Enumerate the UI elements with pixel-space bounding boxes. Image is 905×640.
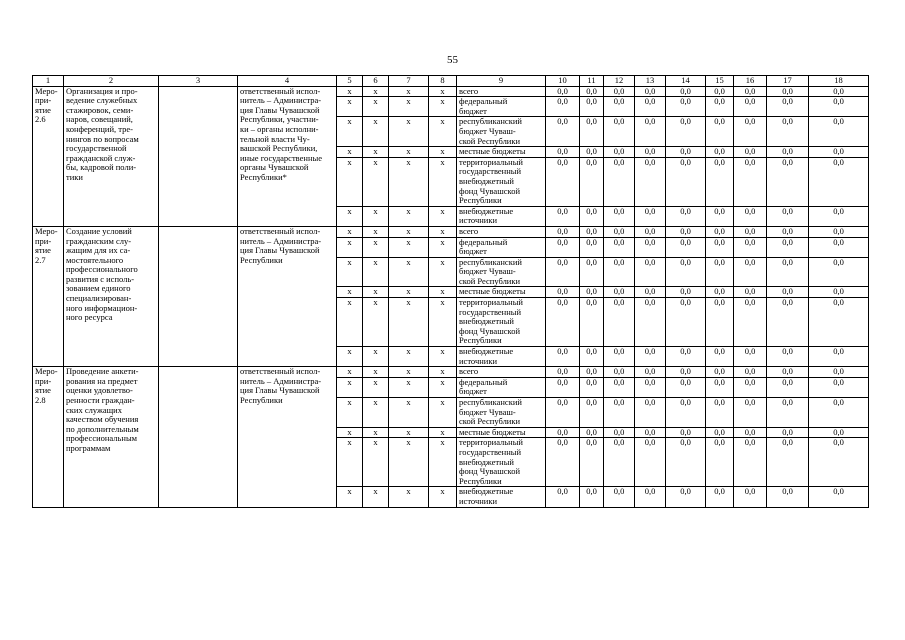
amount-cell: 0,0 (580, 377, 604, 397)
amount-cell: 0,0 (546, 86, 580, 97)
measure-col3 (159, 226, 238, 366)
code-cell: x (429, 427, 457, 438)
amount-cell: 0,0 (767, 157, 809, 206)
code-cell: x (337, 226, 363, 237)
funding-source: внебюджетные источники (457, 347, 546, 367)
code-cell: x (337, 487, 363, 507)
header-cell: 8 (429, 76, 457, 87)
code-cell: x (363, 147, 389, 158)
code-cell: x (337, 117, 363, 147)
amount-cell: 0,0 (604, 287, 635, 298)
funding-source: всего (457, 226, 546, 237)
amount-cell: 0,0 (734, 97, 767, 117)
amount-cell: 0,0 (809, 298, 869, 347)
code-cell: x (363, 367, 389, 378)
amount-cell: 0,0 (635, 487, 666, 507)
amount-cell: 0,0 (604, 427, 635, 438)
code-cell: x (363, 86, 389, 97)
amount-cell: 0,0 (767, 86, 809, 97)
amount-cell: 0,0 (604, 438, 635, 487)
amount-cell: 0,0 (580, 427, 604, 438)
funding-source: территориальный государственный внебюджетный фонд Чувашской Республики (457, 157, 546, 206)
header-cell: 2 (64, 76, 159, 87)
header-cell: 9 (457, 76, 546, 87)
amount-cell: 0,0 (580, 367, 604, 378)
amount-cell: 0,0 (666, 147, 706, 158)
amount-cell: 0,0 (666, 377, 706, 397)
code-cell: x (429, 347, 457, 367)
funding-source: федеральный бюджет (457, 377, 546, 397)
amount-cell: 0,0 (546, 147, 580, 158)
amount-cell: 0,0 (580, 287, 604, 298)
code-cell: x (429, 86, 457, 97)
code-cell: x (363, 487, 389, 507)
table-row (33, 86, 869, 97)
amount-cell: 0,0 (706, 287, 734, 298)
code-cell: x (429, 377, 457, 397)
code-cell: x (429, 237, 457, 257)
amount-cell: 0,0 (706, 398, 734, 428)
amount-cell: 0,0 (767, 287, 809, 298)
amount-cell: 0,0 (546, 377, 580, 397)
code-cell: x (389, 117, 429, 147)
funding-source: территориальный государственный внебюджетный фонд Чувашской Республики (457, 438, 546, 487)
code-cell: x (389, 347, 429, 367)
amount-cell: 0,0 (666, 257, 706, 287)
code-cell: x (389, 206, 429, 226)
code-cell: x (363, 117, 389, 147)
code-cell: x (389, 438, 429, 487)
code-cell: x (389, 367, 429, 378)
amount-cell: 0,0 (580, 147, 604, 158)
funding-source: местные бюджеты (457, 427, 546, 438)
amount-cell: 0,0 (666, 438, 706, 487)
code-cell: x (337, 287, 363, 298)
amount-cell: 0,0 (635, 147, 666, 158)
code-cell: x (389, 377, 429, 397)
amount-cell: 0,0 (767, 487, 809, 507)
code-cell: x (389, 298, 429, 347)
amount-cell: 0,0 (546, 367, 580, 378)
amount-cell: 0,0 (734, 487, 767, 507)
code-cell: x (337, 298, 363, 347)
amount-cell: 0,0 (809, 157, 869, 206)
amount-cell: 0,0 (666, 86, 706, 97)
amount-cell: 0,0 (635, 237, 666, 257)
code-cell: x (363, 427, 389, 438)
amount-cell: 0,0 (604, 367, 635, 378)
code-cell: x (389, 237, 429, 257)
amount-cell: 0,0 (767, 427, 809, 438)
amount-cell: 0,0 (809, 438, 869, 487)
code-cell: x (337, 438, 363, 487)
amount-cell: 0,0 (706, 226, 734, 237)
amount-cell: 0,0 (767, 147, 809, 158)
amount-cell: 0,0 (666, 347, 706, 367)
amount-cell: 0,0 (666, 157, 706, 206)
amount-cell: 0,0 (635, 367, 666, 378)
header-cell: 3 (159, 76, 238, 87)
amount-cell: 0,0 (734, 287, 767, 298)
code-cell: x (389, 398, 429, 428)
code-cell: x (337, 206, 363, 226)
amount-cell: 0,0 (734, 377, 767, 397)
amount-cell: 0,0 (604, 206, 635, 226)
amount-cell: 0,0 (635, 427, 666, 438)
code-cell: x (389, 487, 429, 507)
amount-cell: 0,0 (809, 257, 869, 287)
code-cell: x (389, 157, 429, 206)
amount-cell: 0,0 (734, 117, 767, 147)
amount-cell: 0,0 (580, 347, 604, 367)
page-number: 55 (447, 54, 458, 66)
amount-cell: 0,0 (546, 257, 580, 287)
funding-source: республиканский бюджет Чуваш- ской Республики (457, 257, 546, 287)
amount-cell: 0,0 (767, 226, 809, 237)
amount-cell: 0,0 (767, 298, 809, 347)
funding-source: внебюджетные источники (457, 487, 546, 507)
table-row (33, 367, 869, 378)
amount-cell: 0,0 (604, 257, 635, 287)
amount-cell: 0,0 (580, 117, 604, 147)
code-cell: x (337, 86, 363, 97)
measure-executor: ответственный испол- нитель – Администра- ция Главы Чувашской Республики (238, 367, 337, 507)
funding-source: внебюджетные источники (457, 206, 546, 226)
amount-cell: 0,0 (546, 347, 580, 367)
amount-cell: 0,0 (767, 97, 809, 117)
code-cell: x (363, 287, 389, 298)
amount-cell: 0,0 (666, 97, 706, 117)
amount-cell: 0,0 (767, 438, 809, 487)
amount-cell: 0,0 (809, 86, 869, 97)
header-cell: 10 (546, 76, 580, 87)
header-cell: 1 (33, 76, 64, 87)
header-cell: 4 (238, 76, 337, 87)
amount-cell: 0,0 (580, 298, 604, 347)
measure-executor: ответственный испол- нитель – Администра- ция Главы Чувашской Республики, участни- ки – органы исполни- тельной власти Чу- вашской Республики, иные государственные органы Чувашской Республики* (238, 86, 337, 226)
code-cell: x (363, 398, 389, 428)
budget-table (32, 75, 869, 508)
amount-cell: 0,0 (734, 257, 767, 287)
code-cell: x (389, 257, 429, 287)
code-cell: x (363, 257, 389, 287)
amount-cell: 0,0 (706, 237, 734, 257)
amount-cell: 0,0 (706, 257, 734, 287)
measure-name: Проведение анкети- рования на предмет оценки удовлетво- ренности граждан- ских служащих качеством обучения по дополнительным профессиональным программам (64, 367, 159, 507)
code-cell: x (337, 257, 363, 287)
code-cell: x (429, 206, 457, 226)
header-row (33, 76, 869, 87)
amount-cell: 0,0 (580, 487, 604, 507)
code-cell: x (363, 377, 389, 397)
amount-cell: 0,0 (767, 398, 809, 428)
amount-cell: 0,0 (809, 377, 869, 397)
code-cell: x (389, 226, 429, 237)
amount-cell: 0,0 (767, 377, 809, 397)
amount-cell: 0,0 (635, 287, 666, 298)
amount-cell: 0,0 (734, 86, 767, 97)
amount-cell: 0,0 (604, 298, 635, 347)
amount-cell: 0,0 (546, 427, 580, 438)
amount-cell: 0,0 (767, 257, 809, 287)
code-cell: x (337, 377, 363, 397)
amount-cell: 0,0 (809, 206, 869, 226)
code-cell: x (337, 237, 363, 257)
code-cell: x (389, 427, 429, 438)
funding-source: всего (457, 86, 546, 97)
measure-name: Создание условий гражданским слу- жащим для их са- мостоятельного профессионального развития с исполь- зованием единого специализирован- ного информацион- ного ресурса (64, 226, 159, 366)
amount-cell: 0,0 (666, 398, 706, 428)
amount-cell: 0,0 (604, 97, 635, 117)
code-cell: x (363, 237, 389, 257)
amount-cell: 0,0 (635, 398, 666, 428)
amount-cell: 0,0 (546, 226, 580, 237)
amount-cell: 0,0 (706, 298, 734, 347)
code-cell: x (337, 97, 363, 117)
code-cell: x (429, 117, 457, 147)
amount-cell: 0,0 (580, 438, 604, 487)
amount-cell: 0,0 (635, 298, 666, 347)
amount-cell: 0,0 (666, 237, 706, 257)
amount-cell: 0,0 (580, 97, 604, 117)
funding-source: местные бюджеты (457, 147, 546, 158)
amount-cell: 0,0 (546, 298, 580, 347)
amount-cell: 0,0 (666, 367, 706, 378)
code-cell: x (337, 367, 363, 378)
amount-cell: 0,0 (604, 398, 635, 428)
code-cell: x (337, 157, 363, 206)
amount-cell: 0,0 (546, 117, 580, 147)
measure-code: Меро- при- ятие 2.8 (33, 367, 64, 507)
code-cell: x (389, 147, 429, 158)
amount-cell: 0,0 (546, 287, 580, 298)
amount-cell: 0,0 (604, 226, 635, 237)
amount-cell: 0,0 (604, 86, 635, 97)
code-cell: x (363, 97, 389, 117)
code-cell: x (389, 97, 429, 117)
amount-cell: 0,0 (809, 97, 869, 117)
code-cell: x (389, 86, 429, 97)
amount-cell: 0,0 (604, 347, 635, 367)
amount-cell: 0,0 (809, 347, 869, 367)
amount-cell: 0,0 (734, 347, 767, 367)
amount-cell: 0,0 (580, 157, 604, 206)
code-cell: x (429, 298, 457, 347)
amount-cell: 0,0 (809, 237, 869, 257)
funding-source: территориальный государственный внебюджетный фонд Чувашской Республики (457, 298, 546, 347)
amount-cell: 0,0 (706, 206, 734, 226)
measure-col3 (159, 367, 238, 507)
amount-cell: 0,0 (635, 438, 666, 487)
amount-cell: 0,0 (767, 206, 809, 226)
header-cell: 14 (666, 76, 706, 87)
amount-cell: 0,0 (734, 157, 767, 206)
amount-cell: 0,0 (706, 427, 734, 438)
amount-cell: 0,0 (706, 367, 734, 378)
amount-cell: 0,0 (580, 257, 604, 287)
amount-cell: 0,0 (546, 206, 580, 226)
code-cell: x (363, 298, 389, 347)
header-cell: 11 (580, 76, 604, 87)
code-cell: x (363, 206, 389, 226)
funding-source: федеральный бюджет (457, 237, 546, 257)
measure-col3 (159, 86, 238, 226)
amount-cell: 0,0 (635, 377, 666, 397)
amount-cell: 0,0 (706, 157, 734, 206)
amount-cell: 0,0 (546, 487, 580, 507)
code-cell: x (429, 257, 457, 287)
amount-cell: 0,0 (635, 347, 666, 367)
amount-cell: 0,0 (546, 97, 580, 117)
amount-cell: 0,0 (767, 367, 809, 378)
funding-source: республиканский бюджет Чуваш- ской Республики (457, 117, 546, 147)
amount-cell: 0,0 (734, 226, 767, 237)
amount-cell: 0,0 (635, 117, 666, 147)
amount-cell: 0,0 (666, 487, 706, 507)
amount-cell: 0,0 (734, 298, 767, 347)
amount-cell: 0,0 (809, 117, 869, 147)
amount-cell: 0,0 (706, 487, 734, 507)
code-cell: x (429, 438, 457, 487)
header-cell: 5 (337, 76, 363, 87)
amount-cell: 0,0 (706, 377, 734, 397)
code-cell: x (429, 226, 457, 237)
code-cell: x (337, 427, 363, 438)
amount-cell: 0,0 (767, 347, 809, 367)
header-cell: 16 (734, 76, 767, 87)
amount-cell: 0,0 (635, 257, 666, 287)
amount-cell: 0,0 (604, 487, 635, 507)
header-cell: 18 (809, 76, 869, 87)
code-cell: x (429, 97, 457, 117)
amount-cell: 0,0 (666, 226, 706, 237)
code-cell: x (429, 398, 457, 428)
header-cell: 12 (604, 76, 635, 87)
amount-cell: 0,0 (734, 367, 767, 378)
amount-cell: 0,0 (580, 86, 604, 97)
code-cell: x (337, 347, 363, 367)
amount-cell: 0,0 (666, 206, 706, 226)
code-cell: x (363, 157, 389, 206)
amount-cell: 0,0 (635, 206, 666, 226)
amount-cell: 0,0 (809, 226, 869, 237)
amount-cell: 0,0 (734, 438, 767, 487)
code-cell: x (363, 438, 389, 487)
amount-cell: 0,0 (604, 147, 635, 158)
amount-cell: 0,0 (809, 367, 869, 378)
amount-cell: 0,0 (666, 117, 706, 147)
amount-cell: 0,0 (706, 347, 734, 367)
amount-cell: 0,0 (635, 157, 666, 206)
amount-cell: 0,0 (666, 298, 706, 347)
table-row (33, 226, 869, 237)
code-cell: x (389, 287, 429, 298)
code-cell: x (363, 347, 389, 367)
amount-cell: 0,0 (546, 157, 580, 206)
code-cell: x (337, 147, 363, 158)
amount-cell: 0,0 (809, 487, 869, 507)
header-cell: 13 (635, 76, 666, 87)
amount-cell: 0,0 (546, 398, 580, 428)
amount-cell: 0,0 (809, 398, 869, 428)
header-cell: 15 (706, 76, 734, 87)
amount-cell: 0,0 (546, 237, 580, 257)
amount-cell: 0,0 (546, 438, 580, 487)
amount-cell: 0,0 (706, 438, 734, 487)
amount-cell: 0,0 (706, 117, 734, 147)
amount-cell: 0,0 (706, 97, 734, 117)
amount-cell: 0,0 (604, 237, 635, 257)
funding-source: местные бюджеты (457, 287, 546, 298)
funding-source: республиканский бюджет Чуваш- ской Республики (457, 398, 546, 428)
amount-cell: 0,0 (580, 398, 604, 428)
amount-cell: 0,0 (635, 226, 666, 237)
amount-cell: 0,0 (734, 398, 767, 428)
code-cell: x (429, 147, 457, 158)
amount-cell: 0,0 (809, 427, 869, 438)
amount-cell: 0,0 (580, 237, 604, 257)
amount-cell: 0,0 (734, 206, 767, 226)
funding-source: всего (457, 367, 546, 378)
measure-code: Меро- при- ятие 2.7 (33, 226, 64, 366)
code-cell: x (429, 367, 457, 378)
code-cell: x (429, 487, 457, 507)
measure-executor: ответственный испол- нитель – Администра- ция Главы Чувашской Республики (238, 226, 337, 366)
funding-source: федеральный бюджет (457, 97, 546, 117)
code-cell: x (429, 287, 457, 298)
amount-cell: 0,0 (809, 147, 869, 158)
amount-cell: 0,0 (809, 287, 869, 298)
amount-cell: 0,0 (635, 86, 666, 97)
header-cell: 17 (767, 76, 809, 87)
code-cell: x (429, 157, 457, 206)
amount-cell: 0,0 (604, 117, 635, 147)
amount-cell: 0,0 (666, 287, 706, 298)
amount-cell: 0,0 (734, 147, 767, 158)
amount-cell: 0,0 (706, 86, 734, 97)
measure-name: Организация и про- ведение служебных стажировок, семи- наров, совещаний, конференций, тре- нингов по вопросам государственной гражданской служ- бы, кадровой поли- тики (64, 86, 159, 226)
measure-code: Меро- при- ятие 2.6 (33, 86, 64, 226)
amount-cell: 0,0 (734, 237, 767, 257)
amount-cell: 0,0 (706, 147, 734, 158)
code-cell: x (337, 398, 363, 428)
header-cell: 7 (389, 76, 429, 87)
amount-cell: 0,0 (767, 237, 809, 257)
amount-cell: 0,0 (734, 427, 767, 438)
amount-cell: 0,0 (604, 157, 635, 206)
amount-cell: 0,0 (635, 97, 666, 117)
amount-cell: 0,0 (666, 427, 706, 438)
code-cell: x (363, 226, 389, 237)
amount-cell: 0,0 (604, 377, 635, 397)
header-cell: 6 (363, 76, 389, 87)
amount-cell: 0,0 (580, 206, 604, 226)
amount-cell: 0,0 (767, 117, 809, 147)
amount-cell: 0,0 (580, 226, 604, 237)
